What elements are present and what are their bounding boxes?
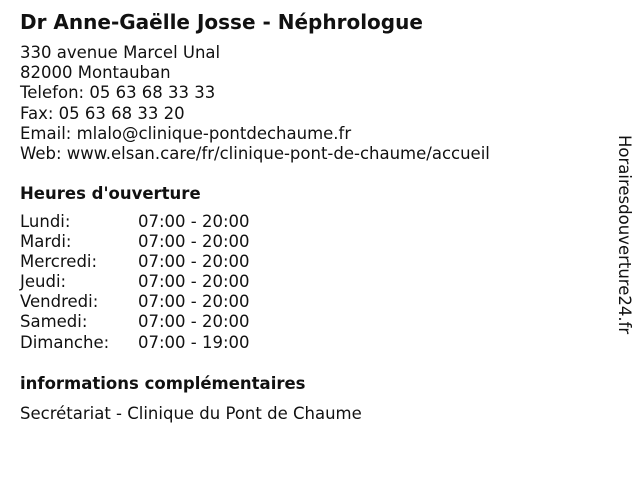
time-range: 07:00 - 20:00 [138,252,250,272]
page-title: Dr Anne-Gaëlle Josse - Néphrologue [20,10,423,34]
opening-hours-heading: Heures d'ouverture [20,184,201,203]
additional-info-heading: informations complémentaires [20,374,306,393]
hours-row-thursday [20,272,320,292]
day-label: Mercredi: [20,252,98,272]
email-address: Email: mlalo@clinique-pontdechaume.fr [20,123,352,143]
time-range: 07:00 - 20:00 [138,212,250,231]
time-range: 07:00 - 19:00 [138,332,250,352]
fax-number: Fax: 05 63 68 33 20 [20,103,185,123]
time-range: 07:00 - 20:00 [138,232,250,252]
day-label: Jeudi: [20,272,67,292]
phone-number: Telefon: 05 63 68 33 33 [20,83,216,103]
site-watermark: Horairesdouverture24.fr [615,135,634,335]
day-label: Dimanche: [20,332,110,352]
hours-row-friday [20,292,320,312]
hours-row-monday [20,212,320,232]
hours-row-tuesday [20,232,320,252]
time-range: 07:00 - 20:00 [138,272,250,292]
opening-hours-table [20,212,320,353]
day-label: Mardi: [20,232,72,252]
time-range: 07:00 - 20:00 [138,292,250,312]
day-label: Vendredi: [20,292,99,312]
address-street: 330 avenue Marcel Unal [20,43,221,62]
website-url: Web: www.elsan.care/fr/clinique-pont-de-chaume/accueil [20,143,490,163]
contact-block [20,43,490,164]
hours-row-sunday [20,333,320,353]
hours-row-wednesday [20,252,320,272]
address-city: 82000 Montauban [20,63,171,83]
time-range: 07:00 - 20:00 [138,312,250,332]
hours-row-saturday [20,312,320,332]
day-label: Samedi: [20,312,88,332]
additional-info-text: Secrétariat - Clinique du Pont de Chaume [20,404,362,423]
day-label: Lundi: [20,212,71,231]
